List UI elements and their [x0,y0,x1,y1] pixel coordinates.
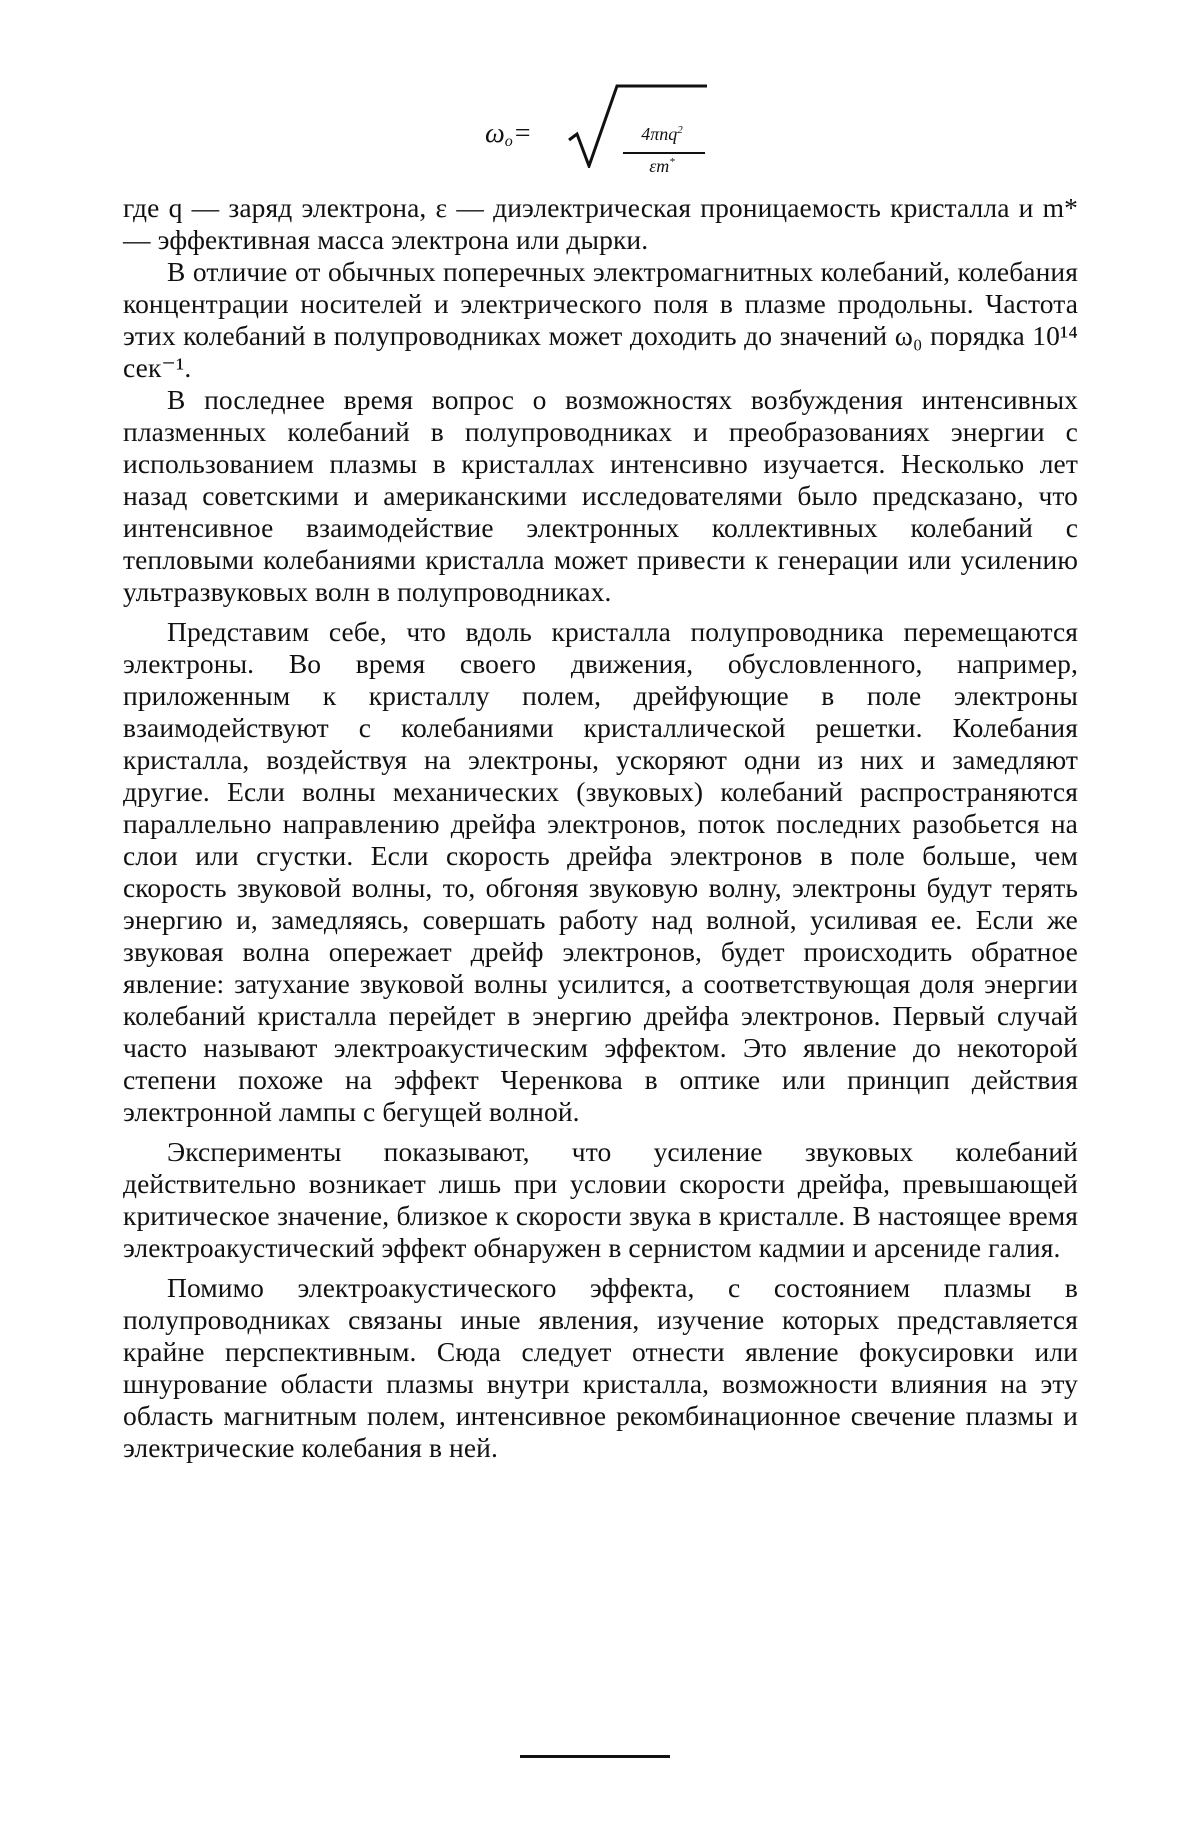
paragraph-electron-drift: Представим себе, что вдоль кристалла полупроводника перемещаются электроны. Во время своего движения, обусловленного, например, приложенным к кристаллу полем, дрейфующие в поле электроны взаимодействуют с колебаниями кристаллической решетки. Колебания кристалла, воздействуя на электроны, ускоряют одни из них и замедляют другие. Если волны механических (звуковых) колебаний распространяются параллельно направлению дрейфа электронов, поток последних разобьется на слои или сгустки. Если скорость дрейфа электронов в поле больше, чем скорость звуковой волны, то, обгоняя звуковую волну, электроны будут терять энергию и, замедляясь, совершать работу над волной, усиливая ее. Если же звуковая волна опережает дрейф электронов, будет происходить обратное явление: затухание звуковой волны усилится, а соответствующая доля энергии колебаний кристалла перейдет в энергию дрейфа электронов. Первый случай часто называют электроакустическим эффектом. Это явление до некоторой степени похоже на эффект Черенкова в оптике или принцип действия электронной лампы с бегущей волной. [123,616,1078,1127]
plasma-frequency-formula [123,80,1078,192]
section-end-rule [520,1755,670,1758]
paragraph-formula-explanation: где q — заряд электрона, ε — диэлектрическая проницаемость кристалла и m* — эффективная масса электрона или дырки. [123,192,1078,255]
fraction-bar [623,152,705,154]
formula-denominator: εm* [649,156,675,176]
paragraph-experiments: Эксперименты показывают, что усиление звуковых колебаний действительно возникает лишь при условии скорости дрейфа, превышающей критическое значение, близкое к скорости звука в кристалле. В настоящее время электроакустический эффект обнаружен в сернистом кадмии и арсениде галия. [123,1136,1078,1263]
formula-lhs: $\omega_o=$ [485,118,531,150]
paragraph-research-question: В последнее время вопрос о возможностях возбуждения интенсивных плазменных колебаний в полупроводниках и преобразованиях энергии с использованием плазмы в кристаллах интенсивно изучается. Несколько лет назад советскими и американскими исследователями было предсказано, что интенсивное взаимодействие электронных коллективных колебаний с тепловыми колебаниями кристалла может привести к генерации или усилению ультразвуковых волн в полупроводниках. [123,384,1078,607]
paragraph-plasma-oscillations: В отличие от обычных поперечных электромагнитных колебаний, колебания концентрации носителей и электрического поля в плазме продольны. Частота этих колебаний в полупроводниках может доходить до значений ω₀ порядка 10¹⁴ сек⁻¹. [123,256,1078,383]
paragraph-other-phenomena: Помимо электроакустического эффекта, с состоянием плазмы в полупроводниках связаны иные явления, изучение которых представляется крайне перспективным. Сюда следует отнести явление фокусировки или шнурование области плазмы внутри кристалла, возможности влияния на эту область магнитным полем, интенсивное рекомбинационное свечение плазмы и электрические колебания в ней. [123,1272,1078,1463]
formula-numerator: 4πnq$^2$ [641,124,683,144]
page-body [123,80,1078,1464]
